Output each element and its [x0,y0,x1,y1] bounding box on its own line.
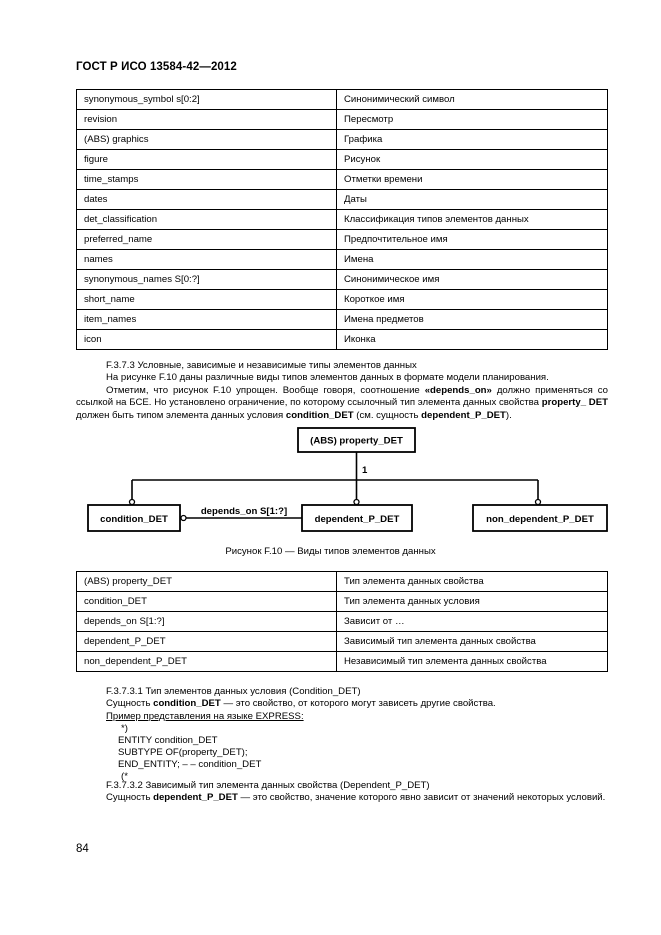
code-line-4: END_ENTITY; – – condition_DET [118,759,262,770]
subsection-2 [76,780,608,805]
box-dependent-det-label: dependent_P_DET [314,514,400,525]
term-cell: (ABS) graphics [77,130,337,150]
figure-caption: Рисунок F.10 — Виды типов элементов данных [225,546,436,557]
table-row [77,652,608,672]
translation-cell: Синонимический символ [337,90,608,110]
example-label: Пример представления на языке EXPRESS: [106,710,304,722]
relation-label: depends_on S[1:?] [200,506,288,517]
subsection-2-text: Сущность dependent_P_DET — это свойство, значение которого явно зависит от значений некоторых условий. [106,792,606,804]
term-cell: revision [77,110,337,130]
definitions-table [76,571,608,672]
translation-cell: Имена [337,250,608,270]
term-cell: det_classification [77,210,337,230]
translation-cell: Иконка [337,330,608,350]
translation-cell: Графика [337,130,608,150]
box-non-dependent-det-label: non_dependent_P_DET [486,514,594,525]
code-line-1: *) [121,723,128,734]
term-cell: preferred_name [77,230,337,250]
translation-cell: Зависит от … [337,612,608,632]
term-cell: figure [77,150,337,170]
table-row [77,632,608,652]
cardinality-label: 1 [362,465,368,476]
term-cell: names [77,250,337,270]
translation-cell: Отметки времени [337,170,608,190]
subtype-marker-non-dependent [536,500,541,505]
subtype-marker-dependent [354,500,359,505]
page-number: 84 [76,843,89,855]
translation-cell: Зависимый тип элемента данных свойства [337,632,608,652]
subsection-2-heading: F.3.7.3.2 Зависимый тип элемента данных свойства (Dependent_P_DET) [106,780,430,791]
relation-end-marker [181,516,186,521]
translation-cell: Тип элемента данных свойства [337,572,608,592]
translation-cell: Короткое имя [337,290,608,310]
term-cell: depends_on S[1:?] [77,612,337,632]
subsection-1 [76,686,608,723]
code-line-3: SUBTYPE OF(property_DET); [118,747,248,758]
term-cell: synonymous_names S[0:?] [77,270,337,290]
term-cell: short_name [77,290,337,310]
box-property-det-label: (ABS) property_DET [310,435,403,447]
term-cell: condition_DET [77,592,337,612]
paragraph-1: На рисунке F.10 даны различные виды типов элементов данных в формате модели планирования. [106,372,549,384]
translation-cell: Даты [337,190,608,210]
term-cell: item_names [77,310,337,330]
term-cell: dependent_P_DET [77,632,337,652]
box-condition-det-label: condition_DET [100,514,168,525]
translation-cell: Пересмотр [337,110,608,130]
term-cell: non_dependent_P_DET [77,652,337,672]
translation-cell: Рисунок [337,150,608,170]
subsection-1-text: Сущность condition_DET — это свойство, от которого могут зависеть другие свойства. [106,698,496,710]
translation-cell: Независимый тип элемента данных свойства [337,652,608,672]
translation-cell: Классификация типов элементов данных [337,210,608,230]
subtype-marker-condition [130,500,135,505]
translation-cell: Предпочтительное имя [337,230,608,250]
table-row [77,592,608,612]
table-row [77,572,608,592]
section-heading: F.3.7.3 Условные, зависимые и независимые типы элементов данных [106,360,417,371]
subsection-1-heading: F.3.7.3.1 Тип элементов данных условия (Condition_DET) [106,686,361,697]
term-cell: time_stamps [77,170,337,190]
term-cell: dates [77,190,337,210]
term-cell: (ABS) property_DET [77,572,337,592]
term-cell: icon [77,330,337,350]
term-cell: synonymous_symbol s[0:2] [77,90,337,110]
translation-cell: Синонимическое имя [337,270,608,290]
table-row [77,612,608,632]
code-line-2: ENTITY condition_DET [118,735,218,746]
document-header: ГОСТ Р ИСО 13584-42—2012 [76,61,237,73]
code-line-5: (* [121,771,128,782]
translation-cell: Тип элемента данных условия [337,592,608,612]
paragraph-2: Отметим, что рисунок F.10 упрощен. Вообще говоря, соотношение «depends_on» должно применяться со ссылкой на БСЕ. Но установлено ограничение, по которому ссылочный тип элемента данных свойства property_ DET должен быть типом элемента данных условия condition_DET (см. сущность dependent_P_DET). [76,384,608,421]
translation-cell: Имена предметов [337,310,608,330]
